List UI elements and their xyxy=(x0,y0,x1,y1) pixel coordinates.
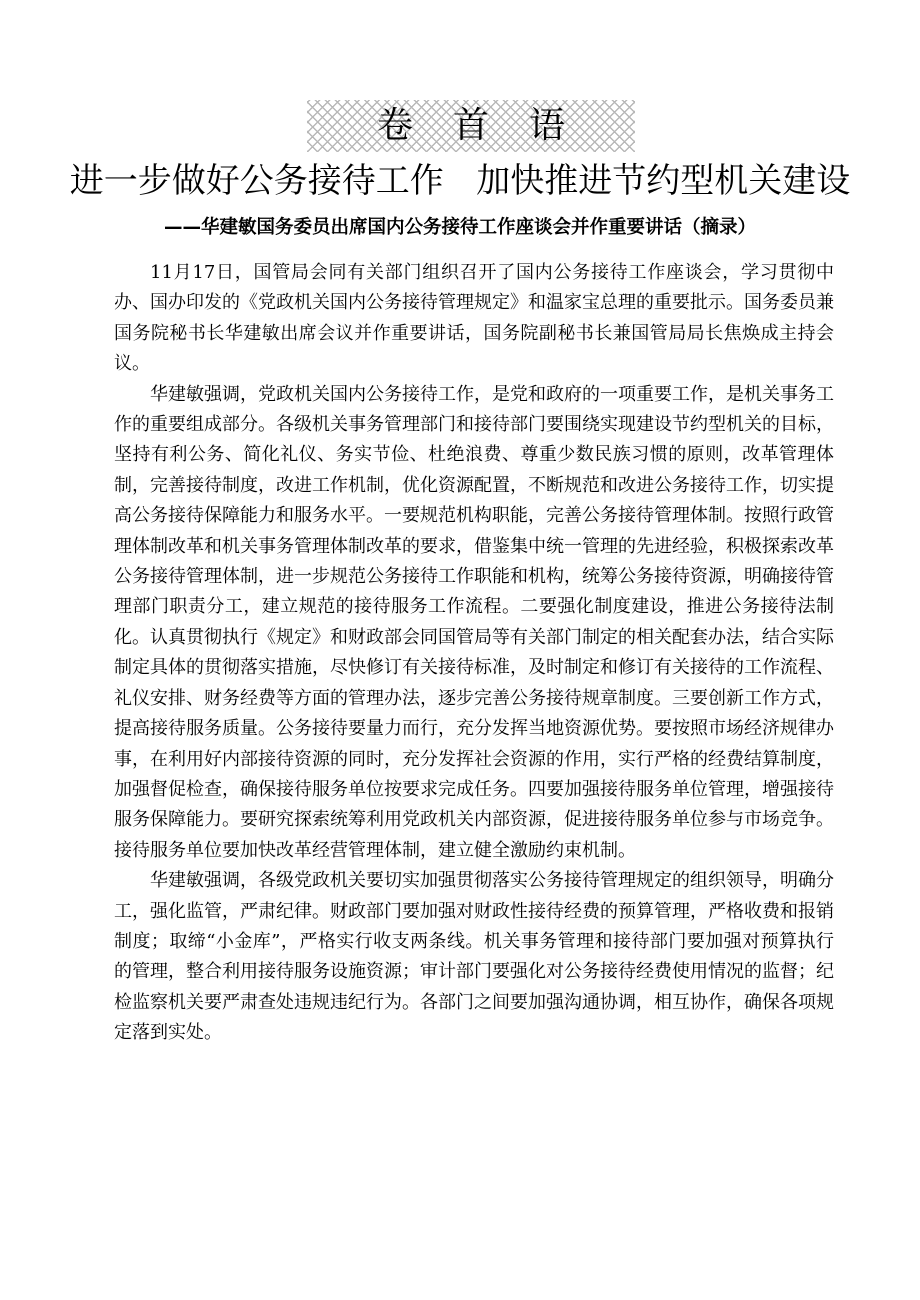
paragraph-organization-leadership: 华建敏强调，各级党政机关要切实加强贯彻落实公务接待管理规定的组织领导，明确分工，强化监管，严肃纪律。财政部门要加强对财政性接待经费的预算管理，严格收费和报销制度；取缔“小金库”，严格实行收支两条线。机关事务管理和接待部门要加强对预算执行的管理，整合利用接待服务设施资源；审计部门要强化对公务接待经费使用情况的监督；纪检监察机关要严肃查处违规违纪行为。各部门之间要加强沟通协调，相互协作，确保各项规定落到实处。 xyxy=(114,870,834,1044)
article-title: 进一步做好公务接待工作 加快推进节约型机关建设 xyxy=(69,161,851,201)
paragraph-meeting-intro: 11月17日，国管局会同有关部门组织召开了国内公务接待工作座谈会，学习贯彻中办、国办印发的《党政机关国内公务接待管理规定》和温家宝总理的重要批示。国务委员兼国务院秘书长华建敏出席会议并作重要讲话，国务院副秘书长兼国管局局长焦焕成主持会议。 xyxy=(114,262,834,375)
paragraph-work-requirements: 华建敏强调，党政机关国内公务接待工作，是党和政府的一项重要工作，是机关事务工作的重要组成部分。各级机关事务管理部门和接待部门要围绕实现建设节约型机关的目标，坚持有利公务、简化礼仪、务实节俭、杜绝浪费、尊重少数民族习惯的原则，改革管理体制，完善接待制度，改进工作机制，优化资源配置，不断规范和改进公务接待工作，切实提高公务接待保障能力和服务水平。一要规范机构职能，完善公务接待管理体制。按照行政管理体制改革和机关事务管理体制改革的要求，借鉴集中统一管理的先进经验，积极探索改革公务接待管理体制，进一步规范公务接待工作职能和机构，统筹公务接待资源，明确接待管理部门职责分工，建立规范的接待服务工作流程。二要强化制度建设，推进公务接待法制化。认真贯彻执行《规定》和财政部会同国管局等有关部门制定的相关配套办法，结合实际制定具体的贯彻落实措施，尽快修订有关接待标准，及时制定和修订有关接待的工作流程、礼仪安排、财务经费等方面的管理办法，逐步完善公务接待规章制度。三要创新工作方式，提高接待服务质量。公务接待要量力而行，充分发挥当地资源优势。要按照市场经济规律办事，在利用好内部接待资源的同时，充分发挥社会资源的作用，实行严格的经费结算制度，加强督促检查，确保接待服务单位按要求完成任务。四要加强接待服务单位管理，增强接待服务保障能力。要研究探索统筹利用党政机关内部资源，促进接待服务单位参与市场竞争。接待服务单位要加快改革经营管理体制，建立健全激励约束机制。 xyxy=(114,383,834,861)
article-subtitle: ——华建敏国务委员出席国内公务接待工作座谈会并作重要讲话（摘录） xyxy=(163,217,756,238)
section-title-banner xyxy=(307,100,635,152)
article-body xyxy=(114,258,834,1049)
section-title: 卷首语 xyxy=(376,105,605,146)
